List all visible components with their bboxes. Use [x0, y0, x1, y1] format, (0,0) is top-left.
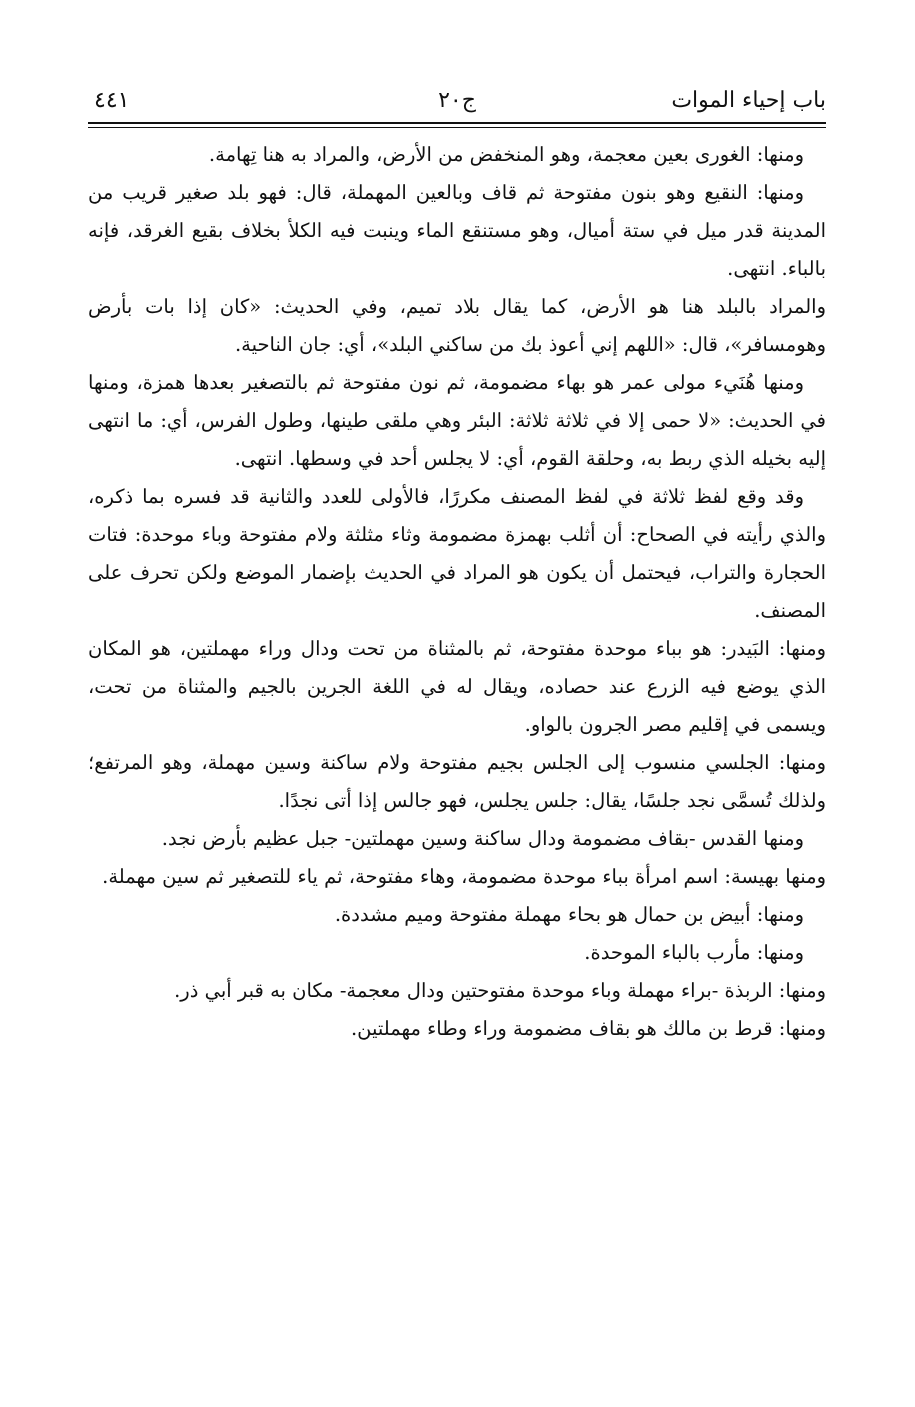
book-page — [88, 86, 826, 1048]
paragraph-balad: والمراد بالبلد هنا هو الأرض، كما يقال بلاد تميم، وفي الحديث: «كان إذا بات بأرض وهومسافر»، قال: «اللهم إني أعوذ بك من ساكني البلد»، أي: جان الناحية. — [88, 295, 826, 356]
body-text — [88, 136, 826, 1048]
paragraph-marib: ومنها: مأرب بالباء الموحدة. — [584, 941, 804, 964]
paragraph-abyad: ومنها: أبيض بن حمال هو بحاء مهملة مفتوحة وميم مشددة. — [334, 903, 804, 926]
paragraph-hunay: ومنها هُنَيء مولى عمر هو بهاء مضمومة، ثم نون مفتوحة ثم بالتصغير بعدها همزة، ومنها في الحديث: «لا حمى إلا في ثلاثة ثلاثة: البئر وهي ملقى طينها، وطول الفرس، أي: ما انتهى إليه بخيله الذي ربط به، وحلقة القوم، أي: لا يجلس أحد في وسطها. انتهى. — [88, 371, 826, 470]
volume-number: ج٢٠ — [438, 88, 476, 113]
paragraph-jalsi: ومنها: الجلسي منسوب إلى الجلس بجيم مفتوحة ولام ساكنة وسين مهملة، وهو المرتفع؛ ولذلك تُسمَّى نجد جلسًا، يقال: جلس يجلس، فهو جالس إذا أتى نجدًا. — [88, 751, 826, 812]
paragraph-thalatha: وقد وقع لفظ ثلاثة في لفظ المصنف مكررًا، فالأولى للعدد والثانية قد فسره بما ذكره، والذي رأيته في الصحاح: أن أثلب بهمزة مضمومة وثاء مثلثة ولام مفتوحة وباء موحدة: فتات الحجارة والتراب، فيحتمل أن يكون هو المراد في الحديث بإضمار الموضع ولكن تحرف على المصنف. — [88, 485, 826, 622]
paragraph-baydar: ومنها: البَيدر: هو بباء موحدة مفتوحة، ثم بالمثناة من تحت ودال وراء مهملتين، هو المكان الذي يوضع فيه الزرع عند حصاده، ويقال له في اللغة الجرين بالجيم والمثناة من تحت، ويسمى في إقليم مصر الجرون بالواو. — [88, 637, 826, 736]
paragraph-quds: ومنها القدس -بقاف مضمومة ودال ساكنة وسين مهملتين- جبل عظيم بأرض نجد. — [161, 827, 804, 850]
paragraph-qurt: ومنها: قرط بن مالك هو بقاف مضمومة وراء وطاء مهملتين. — [350, 1017, 826, 1040]
header-rule-thin — [88, 127, 826, 128]
paragraph-buhaysa: ومنها بهيسة: اسم امرأة بباء موحدة مضمومة، وهاء مفتوحة، ثم ياء للتصغير ثم سين مهملة. — [102, 865, 826, 888]
running-header — [88, 86, 826, 122]
paragraph-naqi: ومنها: النقيع وهو بنون مفتوحة ثم قاف وبالعين المهملة، قال: فهو بلد صغير قريب من المدينة قدر ميل في ستة أميال، وهو مستنقع الماء وينبت فيه الكلأ بخلاف بقيع الغرقد، فإنه بالباء. انتهى. — [88, 181, 826, 280]
header-rule-thick — [88, 122, 826, 124]
page-number: ٤٤١ — [94, 88, 130, 113]
chapter-title: باب إحياء الموات — [671, 88, 826, 113]
paragraph-rabadha: ومنها: الربذة -براء مهملة وباء موحدة مفتوحتين ودال معجمة- مكان به قبر أبي ذر. — [174, 979, 826, 1002]
paragraph-ghawra: ومنها: الغورى بعين معجمة، وهو المنخفض من الأرض، والمراد به هنا تِهامة. — [208, 143, 804, 166]
